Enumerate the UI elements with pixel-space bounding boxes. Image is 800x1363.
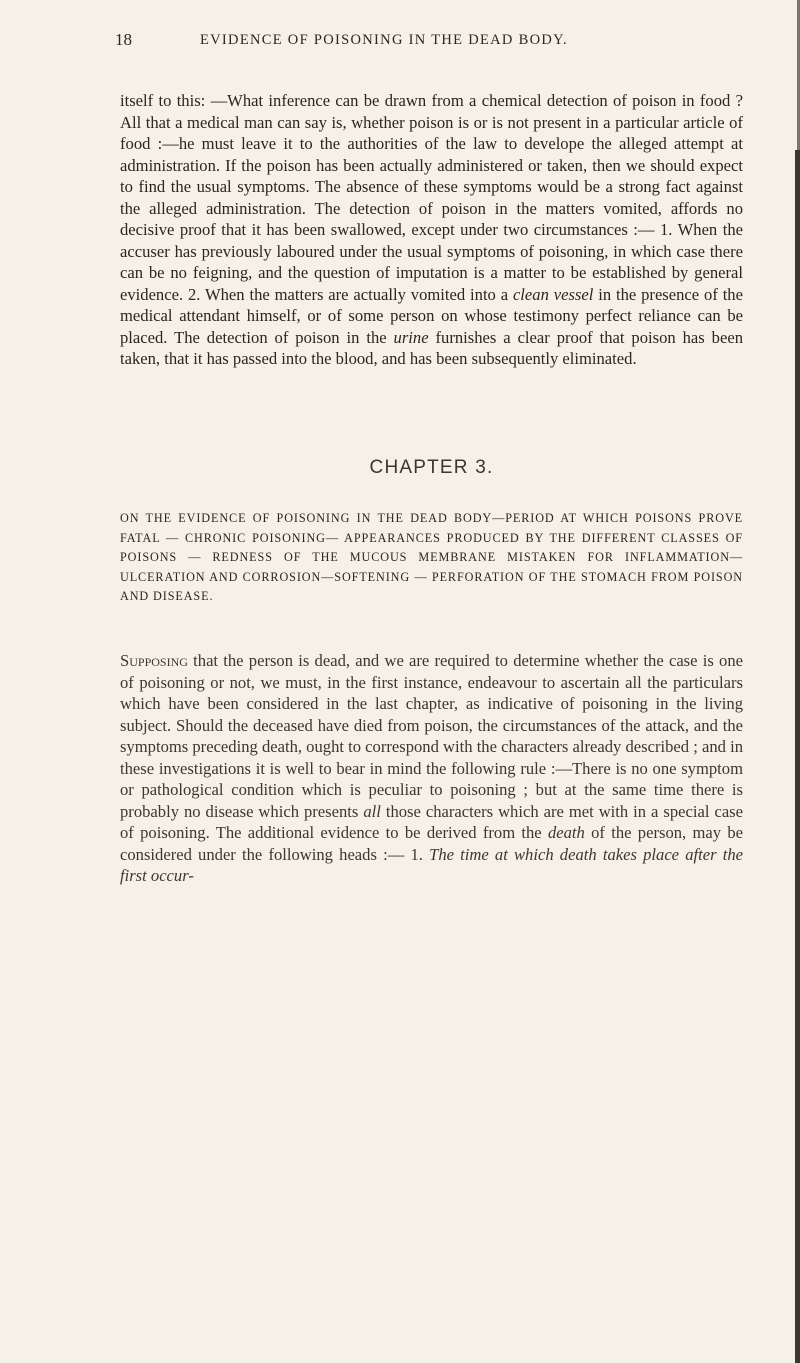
paragraph-2-italic-death: death: [547, 823, 585, 842]
chapter-synopsis: ON THE EVIDENCE OF POISONING IN THE DEAD BODY—PERIOD AT WHICH POISONS PROVE FATAL — CHRONIC POISONING— APPEARANCES PRODUCED BY THE DIFFERENT CLASSES OF POISONS — REDNESS OF THE MUCOUS MEMBRANE MISTAKEN FOR INFLAMMATION—ULCERATION AND CORROSION—SOFTENING — PERFORATION OF THE STOMACH FROM POISON AND DISEASE.: [120, 511, 743, 603]
paragraph-2-text-a: that the person is dead, and we are required to determine whether the case is one of poisoning or not, we must, in the first instance, endeavour to ascertain all the particulars which have been considered in the last chapter, as indicative of poisoning in the living subject. Should the deceased have died from poison, the circumstances of the attack, and the symptoms preceding death, ought to correspond with the characters already described ; and in these investigations it is well to bear in mind the following rule :—There is no one symptom or pathological condition which is peculiar to poisoning ; but at the same time there is probably no disease which presents: [120, 651, 743, 821]
paragraph-2-opening-word: Supposing: [120, 651, 188, 670]
paragraph-2-italic-all: all: [363, 801, 381, 821]
paragraph-2-italic-time-heading: The time at which death takes place after the first occur-: [120, 844, 744, 885]
paragraph-1-text-a: itself to this: —What inference can be drawn from a chemical detection of poison in food ? All that a medical man can say is, whether poison is or is not present in a particular article of food :—he must leave it to the authorities of the law to develope the alleged attempt at administration. If the poison has been actually administered or taken, then we should expect to find the usual symptoms. The absence of these symptoms would be a strong fact against the alleged administration. The detection of poison in the matters vomited, affords no decisive proof that it has been swallowed, except under two circumstances :— 1. When the accuser has previously laboured under the usual symptoms of poisoning, in which case there can be no feigning, and the question of imputation is a matter to be established by general evidence. 2. When the matters are actually vomited into a: [120, 91, 743, 304]
running-head: [115, 30, 735, 54]
paragraph-2: [120, 650, 743, 887]
paragraph-1-text-c: furnishes a clear proof that poison has been taken, that it has passed into the blood, and has been subsequently eliminated.: [120, 327, 743, 368]
paragraph-1-text-b: in the presence of the medical attendant himself, or of some person on whose testimony perfect reliance can be placed. The detection of poison in the: [120, 284, 743, 347]
page-number: 18: [115, 30, 132, 49]
paragraph-2-text-c: of the person, may be considered under the following heads :— 1.: [120, 823, 743, 864]
running-head-title: EVIDENCE OF POISONING IN THE DEAD BODY.: [200, 32, 568, 48]
paragraph-1-italic-clean-vessel: clean vessel: [512, 284, 594, 304]
chapter-title: CHAPTER 3.: [369, 457, 494, 478]
paragraph-1-italic-urine: urine: [393, 327, 429, 347]
paragraph-1: [120, 90, 743, 370]
paragraph-2-text-b: those characters which are met with in a special case of poisoning. The additional evidence to be derived from the: [120, 801, 744, 842]
page-edge-shadow: [795, 150, 800, 1363]
